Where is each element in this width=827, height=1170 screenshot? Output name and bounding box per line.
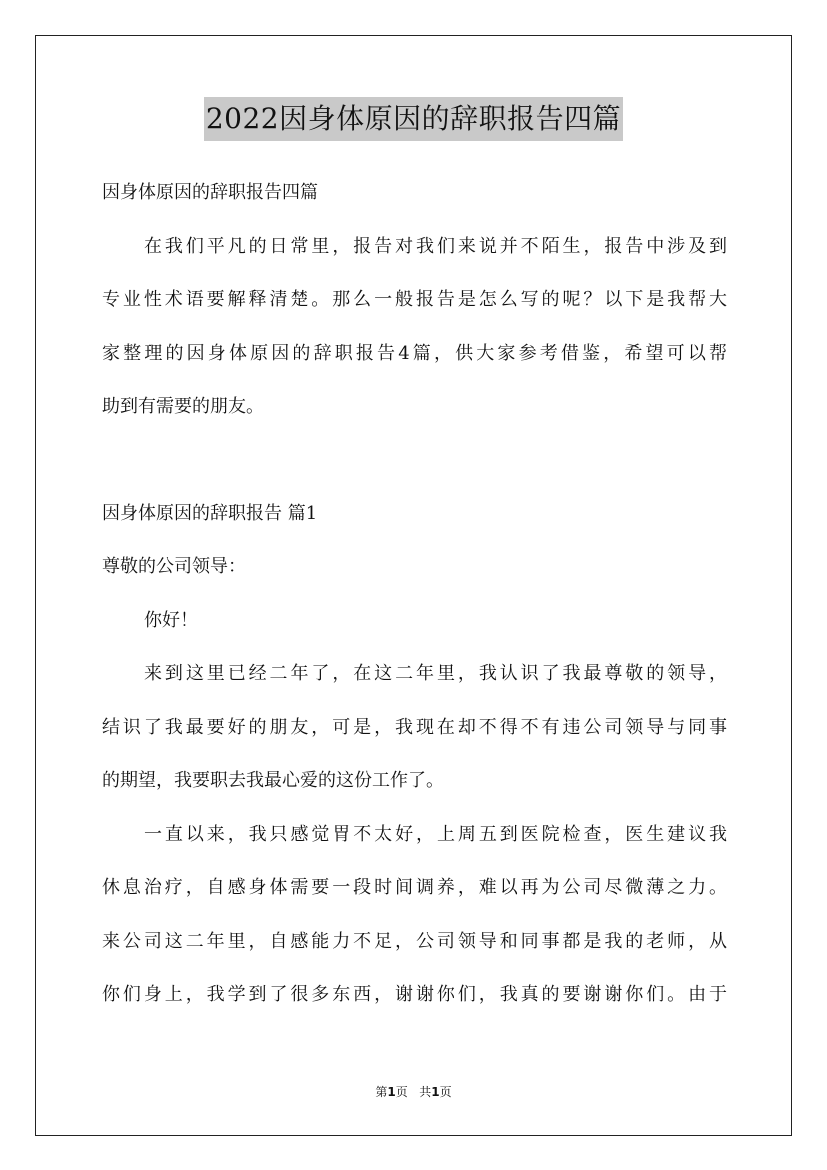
page-label-suffix: 页: [395, 1085, 408, 1099]
section-heading: 因身体原因的辞职报告 篇1: [102, 502, 318, 524]
paragraph-line: 专业性术语要解释清楚。那么一般报告是怎么写的呢？以下是我帮大: [102, 289, 727, 310]
greeting: 你好！: [144, 609, 198, 631]
paragraph-line: 一直以来，我只感觉胃不太好，上周五到医院检查，医生建议我: [144, 823, 727, 845]
title-container: [0, 97, 827, 141]
paragraph-line: 休息治疗，自感身体需要一段时间调养，难以再为公司尽微薄之力。: [102, 877, 727, 898]
paragraph-line: 来到这里已经二年了，在这二年里，我认识了我最尊敬的领导，: [144, 663, 727, 684]
paragraph-line: 家整理的因身体原因的辞职报告4篇，供大家参考借鉴，希望可以帮: [102, 342, 727, 364]
document-title: 2022因身体原因的辞职报告四篇: [204, 97, 623, 141]
total-label-prefix: 共: [419, 1085, 432, 1099]
section-heading: 因身体原因的辞职报告四篇: [102, 182, 318, 203]
paragraph-line: 你们身上，我学到了很多东西，谢谢你们，我真的要谢谢你们。由于: [102, 984, 727, 1005]
page-label-prefix: 第: [375, 1085, 388, 1099]
paragraph-line: 的期望，我要职去我最心爱的这份工作了。: [102, 770, 444, 791]
salutation: 尊敬的公司领导：: [102, 556, 246, 577]
paragraph-line: 来公司这二年里，自感能力不足，公司领导和同事都是我的老师，从: [102, 930, 727, 952]
document-body: [102, 170, 727, 1026]
paragraph-line: 助到有需要的朋友。: [102, 396, 264, 417]
paragraph-line: 在我们平凡的日常里，报告对我们来说并不陌生，报告中涉及到: [144, 235, 727, 257]
total-pages: 1: [431, 1085, 440, 1099]
blank-line: [102, 438, 727, 491]
page-number: 1: [387, 1085, 396, 1099]
page-footer: [0, 1083, 827, 1100]
paragraph-line: 结识了我最要好的朋友，可是，我现在却不得不有违公司领导与同事: [102, 716, 727, 738]
total-label-suffix: 页: [439, 1085, 452, 1099]
